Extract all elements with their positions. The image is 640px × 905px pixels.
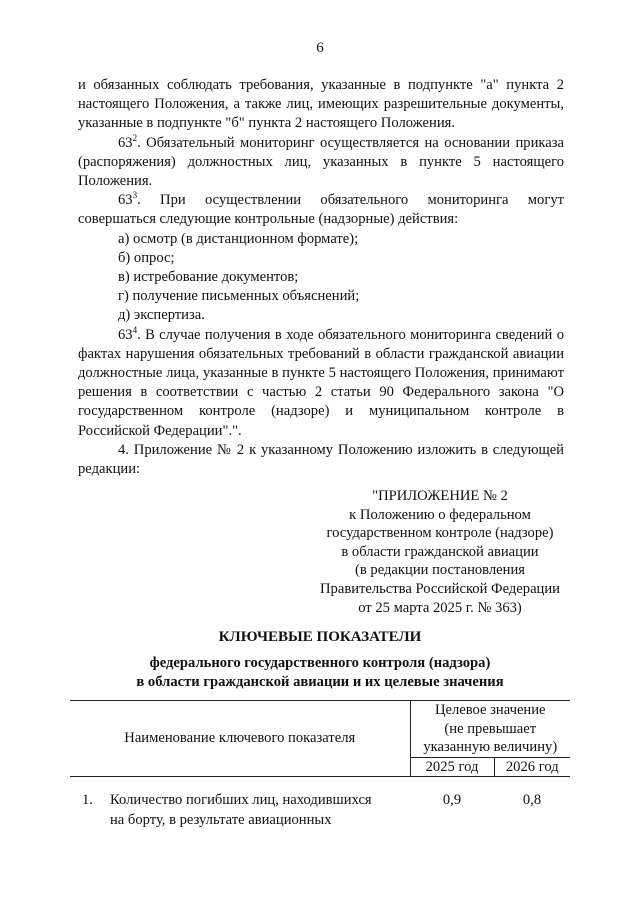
appendix-line: государственном контроле (надзоре) bbox=[326, 525, 554, 542]
indicator-line: Количество погибших лиц, находившихся bbox=[110, 792, 372, 809]
paragraph-63-4 bbox=[78, 326, 564, 441]
header-year-2026: 2026 год bbox=[494, 757, 570, 777]
subtitle-line: федерального государственного контроля (надзора) bbox=[149, 655, 491, 671]
row-indicator bbox=[110, 791, 410, 829]
page-number: 6 bbox=[316, 40, 324, 56]
header-indicator-name-text: Наименование ключевого показателя bbox=[124, 730, 356, 747]
list-item: д) экспертиза. bbox=[118, 307, 205, 324]
row-number: 1. bbox=[82, 792, 93, 809]
paragraph-superscript: 2 bbox=[132, 132, 138, 143]
indicators-table-wrapper bbox=[70, 700, 570, 830]
header-target-line: (не превышает bbox=[444, 720, 537, 737]
appendix-block bbox=[300, 487, 580, 617]
paragraph-continuation: и обязанных соблюдать требования, указанные в подпункте "а" пункта 2 настоящего Положения, а также лиц, имеющих разрешительные документы, указанные в подпункте "б" пункта 2 настоящего Положения. bbox=[78, 77, 564, 132]
row-value-2025: 0,9 bbox=[442, 792, 462, 809]
paragraph-63-2 bbox=[78, 134, 564, 192]
paragraph-number: 63 bbox=[118, 134, 133, 151]
header-target-line: Целевое значение bbox=[434, 702, 546, 718]
list-item: а) осмотр (в дистанционном формате); bbox=[118, 230, 359, 247]
indicator-line: на борту, в результате авиационных bbox=[110, 811, 332, 828]
paragraph-item-4: 4. Приложение № 2 к указанному Положению изложить в следующей редакции: bbox=[78, 441, 564, 478]
paragraph-text: . При осуществлении обязательного мониторинга могут совершаться следующие контрольные (надзорные) действия: bbox=[78, 192, 564, 228]
paragraph-text: . Обязательный мониторинг осуществляется на основании приказа (распоряжения) должностных лиц, указанных в пункте 5 настоящего Положения. bbox=[78, 134, 564, 190]
appendix-line: Правительства Российской Федерации bbox=[320, 580, 560, 597]
list-item: б) опрос; bbox=[118, 249, 175, 266]
header-target-value bbox=[410, 701, 570, 758]
table-row bbox=[70, 791, 570, 829]
paragraph-number: 63 bbox=[118, 192, 133, 209]
row-value-2026: 0,8 bbox=[522, 792, 542, 809]
paragraph-superscript: 3 bbox=[132, 190, 138, 201]
header-year-2025: 2025 год bbox=[410, 757, 494, 777]
subtitle-line: в области гражданской авиации и их целевые значения bbox=[136, 674, 504, 690]
appendix-line: "ПРИЛОЖЕНИЕ № 2 bbox=[372, 488, 508, 504]
appendix-line: к Положению о федеральном bbox=[349, 506, 531, 523]
body-text bbox=[78, 76, 564, 479]
paragraph-superscript: 4 bbox=[132, 324, 138, 335]
appendix-line: от 25 марта 2025 г. № 363) bbox=[358, 599, 522, 616]
section-subtitle bbox=[0, 654, 640, 692]
list-item: г) получение письменных объяснений; bbox=[118, 288, 360, 305]
table-spacer bbox=[70, 777, 570, 792]
appendix-line: (в редакции постановления bbox=[355, 562, 525, 579]
section-title: КЛЮЧЕВЫЕ ПОКАЗАТЕЛИ bbox=[218, 629, 422, 645]
indicators-table bbox=[70, 700, 570, 830]
paragraph-number: 63 bbox=[118, 326, 133, 343]
appendix-line: в области гражданской авиации bbox=[341, 543, 539, 560]
list-item: в) истребование документов; bbox=[118, 269, 299, 286]
paragraph-text: . В случае получения в ходе обязательного мониторинга сведений о фактах нарушения обязательных требований в области гражданской авиации должностные лица, указанные в пункте 5 настоящего Положения, принимают решения в соответствии с частью 2 статьи 90 Федерального закона "О государственном контроле (надзоре) и муниципальном контроле в Российской Федерации".". bbox=[78, 326, 564, 439]
paragraph-63-3 bbox=[78, 191, 564, 229]
header-target-line: указанную величину) bbox=[423, 739, 558, 756]
header-indicator-name bbox=[70, 701, 410, 777]
